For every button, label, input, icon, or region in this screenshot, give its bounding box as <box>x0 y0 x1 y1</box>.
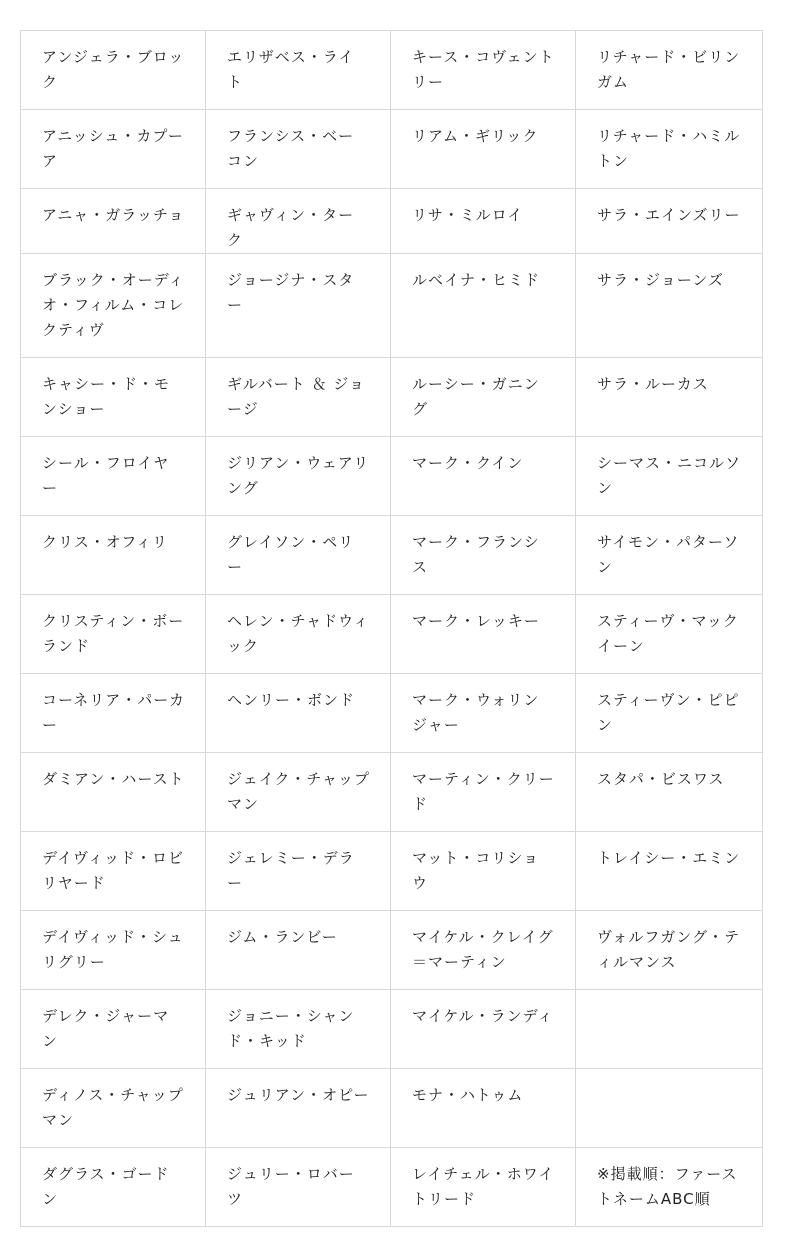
table-row <box>21 358 763 437</box>
table-cell: フランシス・ベーコン <box>206 110 391 189</box>
table-row <box>21 990 763 1069</box>
table-cell: ルベイナ・ヒミド <box>391 254 576 358</box>
table-cell: サラ・ルーカス <box>576 358 763 437</box>
artist-table <box>20 30 763 1227</box>
artist-table-container <box>20 30 762 1227</box>
table-note: ※掲載順：ファーストネームABC順 <box>576 1148 763 1227</box>
table-cell: アニッシュ・カプーア <box>21 110 206 189</box>
table-row <box>21 911 763 990</box>
table-cell: サラ・ジョーンズ <box>576 254 763 358</box>
table-cell: マーティン・クリード <box>391 753 576 832</box>
table-cell: ジョージナ・スター <box>206 254 391 358</box>
table-row <box>21 674 763 753</box>
table-cell: コーネリア・パーカー <box>21 674 206 753</box>
table-cell: マイケル・クレイグ＝マーティン <box>391 911 576 990</box>
table-cell: エリザベス・ライト <box>206 31 391 110</box>
table-cell: デイヴィッド・シュリグリー <box>21 911 206 990</box>
table-cell: ヴォルフガング・ティルマンス <box>576 911 763 990</box>
table-cell: レイチェル・ホワイトリード <box>391 1148 576 1227</box>
table-cell: ダグラス・ゴードン <box>21 1148 206 1227</box>
table-cell: ディノス・チャップマン <box>21 1069 206 1148</box>
table-row <box>21 110 763 189</box>
table-cell: ジュリアン・オピー <box>206 1069 391 1148</box>
table-cell: マーク・ウォリンジャー <box>391 674 576 753</box>
table-row <box>21 437 763 516</box>
table-row <box>21 832 763 911</box>
table-cell: リアム・ギリック <box>391 110 576 189</box>
table-cell-empty <box>576 990 763 1069</box>
table-cell: ダミアン・ハースト <box>21 753 206 832</box>
table-cell: マーク・クイン <box>391 437 576 516</box>
table-row <box>21 189 763 254</box>
table-cell: ジェイク・チャップマン <box>206 753 391 832</box>
table-row <box>21 1148 763 1227</box>
table-cell: デレク・ジャーマン <box>21 990 206 1069</box>
table-row <box>21 254 763 358</box>
table-cell: ヘレン・チャドウィック <box>206 595 391 674</box>
table-cell: スティーヴ・マックイーン <box>576 595 763 674</box>
table-row <box>21 753 763 832</box>
table-cell: ジュリー・ロバーツ <box>206 1148 391 1227</box>
table-cell: リチャード・ハミルトン <box>576 110 763 189</box>
table-cell-empty <box>576 1069 763 1148</box>
table-cell: アニャ・ガラッチョ <box>21 189 206 254</box>
table-cell: ジム・ランビー <box>206 911 391 990</box>
table-cell: トレイシー・エミン <box>576 832 763 911</box>
table-cell: ブラック・オーディオ・フィルム・コレクティヴ <box>21 254 206 358</box>
table-row <box>21 516 763 595</box>
table-cell: マイケル・ランディ <box>391 990 576 1069</box>
table-cell: キャシー・ド・モンショー <box>21 358 206 437</box>
table-cell: スタパ・ビスワス <box>576 753 763 832</box>
table-cell: サイモン・パターソン <box>576 516 763 595</box>
table-cell: キース・コヴェントリー <box>391 31 576 110</box>
table-cell: ルーシー・ガニング <box>391 358 576 437</box>
table-cell: シール・フロイヤー <box>21 437 206 516</box>
table-cell: アンジェラ・ブロック <box>21 31 206 110</box>
table-cell: グレイソン・ペリー <box>206 516 391 595</box>
table-cell: ジョニー・シャンド・キッド <box>206 990 391 1069</box>
table-cell: マーク・レッキー <box>391 595 576 674</box>
table-cell: ヘンリー・ボンド <box>206 674 391 753</box>
table-row <box>21 1069 763 1148</box>
table-row <box>21 595 763 674</box>
table-cell: リサ・ミルロイ <box>391 189 576 254</box>
table-cell: クリスティン・ボーランド <box>21 595 206 674</box>
table-cell: ギャヴィン・ターク <box>206 189 391 254</box>
table-cell: ギルバート ＆ ジョージ <box>206 358 391 437</box>
table-cell: ジェレミー・デラー <box>206 832 391 911</box>
table-cell: マット・コリショウ <box>391 832 576 911</box>
table-cell: デイヴィッド・ロビリヤード <box>21 832 206 911</box>
table-cell: サラ・エインズリー <box>576 189 763 254</box>
table-cell: スティーヴン・ピピン <box>576 674 763 753</box>
table-cell: マーク・フランシス <box>391 516 576 595</box>
table-row <box>21 31 763 110</box>
table-cell: クリス・オフィリ <box>21 516 206 595</box>
table-cell: リチャード・ビリンガム <box>576 31 763 110</box>
table-cell: シーマス・ニコルソン <box>576 437 763 516</box>
table-cell: ジリアン・ウェアリング <box>206 437 391 516</box>
table-cell: モナ・ハトゥム <box>391 1069 576 1148</box>
